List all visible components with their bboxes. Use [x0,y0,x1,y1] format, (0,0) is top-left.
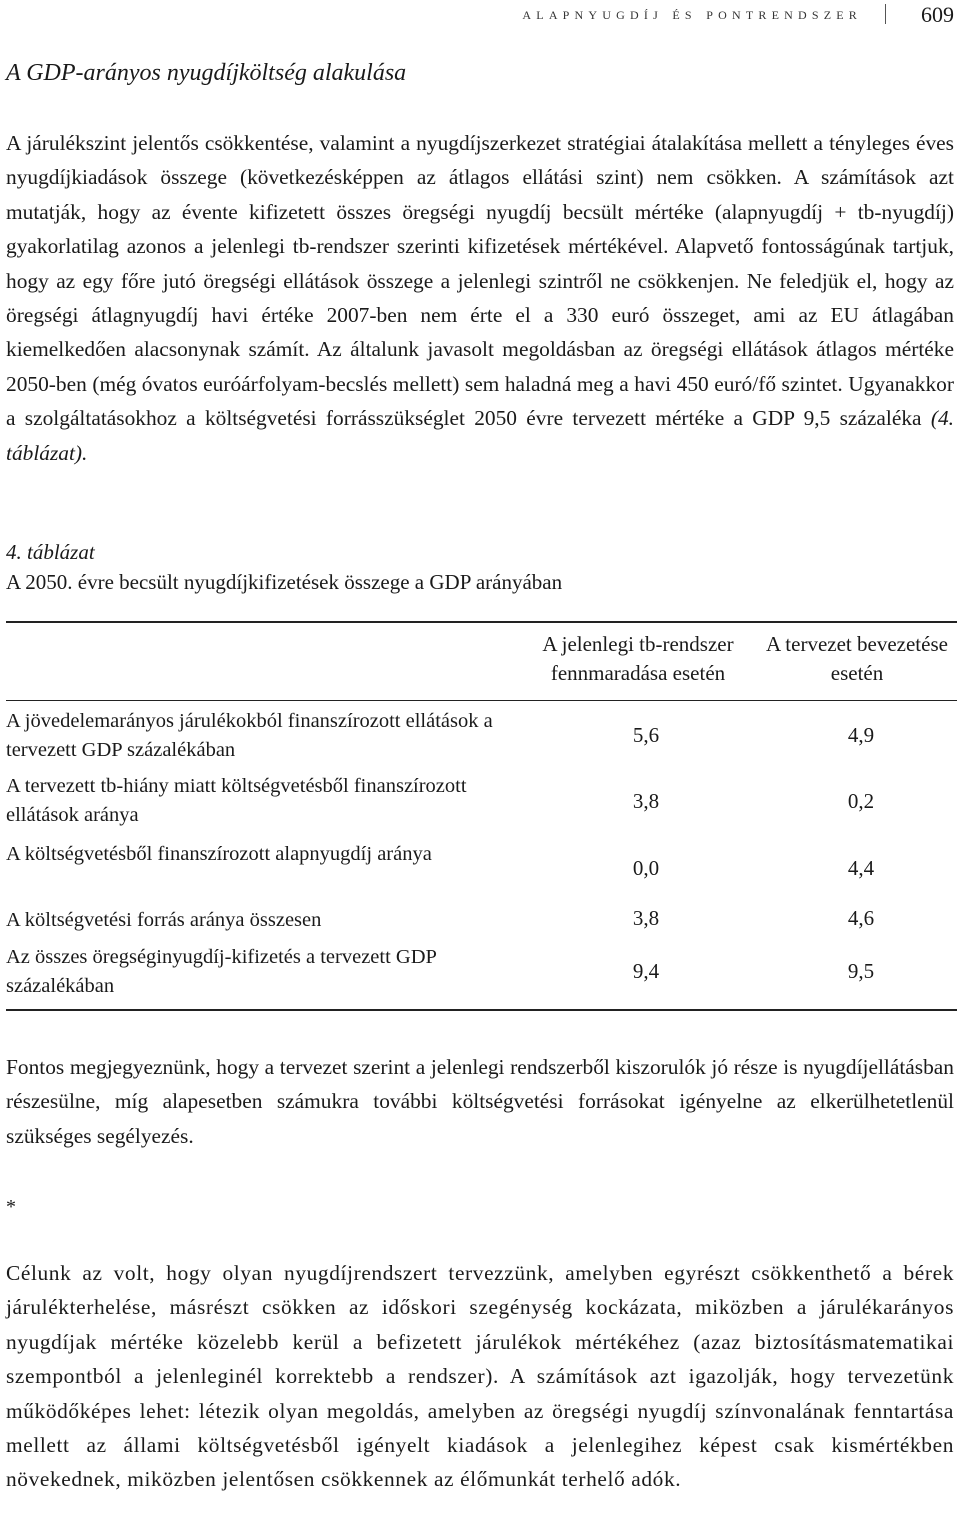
cell-current-system: 9,4 [632,959,660,983]
table-reference: (4. táblázat). [6,406,954,465]
paragraph-3 [6,1256,954,1497]
header-divider [885,4,886,24]
row-label: A tervezett tb-hiány miatt költségvetésből finanszírozott ellátások aránya [6,775,467,826]
paragraph-1 [6,126,954,470]
cell-proposal: 4,6 [847,906,875,930]
table-header-rule [6,700,957,701]
cell-proposal: 4,4 [847,856,875,880]
paragraph-1-text: A járulékszint jelentős csökkentése, valamint a nyugdíjszerkezet stratégiai átalakítása mellett a tényleges éves nyugdíjkiadások összege (következésképpen az átlagos ellátási szint) nem csökken. A számítások azt mutatják, hogy az évente kifizetett összes öregségi nyugdíj becsült mértéke (alapnyugdíj + tb-nyugdíj) gyakorlatilag azonos a jelenlegi tb-rendszer szerinti kifizetések mértékével. Alapvető fontosságúnak tartjuk, hogy az egy főre jutó öregségi ellátások összege a jelenlegi szintről ne csökkenjen. Ne feledjük el, hogy az öregségi átlagnyugdíj havi értéke 2007-ben nem érte el a 330 euró összeget, ami az EU átlagában kiemelkedően alacsonynak számít. Az általunk javasolt megoldásban az öregségi ellátások átlagos mértéke 2050-ben (még óvatos euróárfolyam-becslés mellett) sem haladná meg a havi 450 euró/fő szintet. Ugyanakkor a szolgáltatásokhoz a költségvetési forrásszükséglet 2050 évre tervezett mértéke a GDP 9,5 százaléka [6,131,954,431]
cell-proposal: 9,5 [847,959,875,983]
section-separator: * [6,1196,16,1218]
section-title: A GDP-arányos nyugdíjköltség alakulása [6,60,407,86]
cell-proposal: 4,9 [847,723,875,747]
row-label: A költségvetésből finanszírozott alapnyugdíj aránya [6,843,432,865]
page-number: 609 [921,2,954,27]
cell-current-system: 3,8 [632,789,660,813]
table-caption: A 2050. évre becsült nyugdíjkifizetések összege a GDP arányában [6,570,563,594]
table-bottom-rule [6,1009,957,1011]
table-number: 4. táblázat [6,540,95,564]
cell-current-system: 0,0 [632,856,660,880]
table-top-rule [6,621,957,623]
cell-current-system: 3,8 [632,906,660,930]
column-header-proposal: A tervezet bevezetése esetén [766,632,948,685]
running-header: alapnyugdíj és pontrendszer [522,4,862,23]
cell-proposal: 0,2 [847,789,875,813]
paragraph-2: Fontos megjegyeznünk, hogy a tervezet szerint a jelenlegi rendszerből kiszorulók jó része is nyugdíjellátásban részesülne, míg alapesetben számukra további költségvetési forrásokat igényelne az elkerülhetetlenül szükséges segélyezés. [6,1055,954,1148]
cell-current-system: 5,6 [632,723,660,747]
row-label: A költségvetési forrás aránya összesen [6,909,322,931]
row-label: A jövedelemarányos járulékokból finanszírozott ellátások a tervezett GDP százalékában [6,710,493,761]
paragraph-3-text: Célunk az volt, hogy olyan nyugdíjrendszert tervezzünk, amelyben egyrészt csökkenthető a bérek járulékterhelése, másrészt csökken az időskori szegénység kockázata, miközben a járulékarányos nyugdíjak mértéke közelebb kerül a befizetett járulékok mértékéhez (azaz biztosításmatematikai szempontból a jelenleginél korrektebb a rendszer). A számítások azt igazolják, hogy tervezetünk működőképes lehet: létezik olyan megoldás, amelyben az öregségi nyugdíj színvonalának fenntartása mellett az állami költségvetésből igényelt kiadások a jelenlegihez képest csak kismértékben növekednek, miközben jelentősen csökkennek az élőmunkát terhelő adók. [6,1261,954,1492]
column-header-current-system: A jelenlegi tb-rendszer fennmaradása esetén [542,632,734,685]
row-label: Az összes öregséginyugdíj-kifizetés a tervezett GDP százalékában [6,946,437,997]
